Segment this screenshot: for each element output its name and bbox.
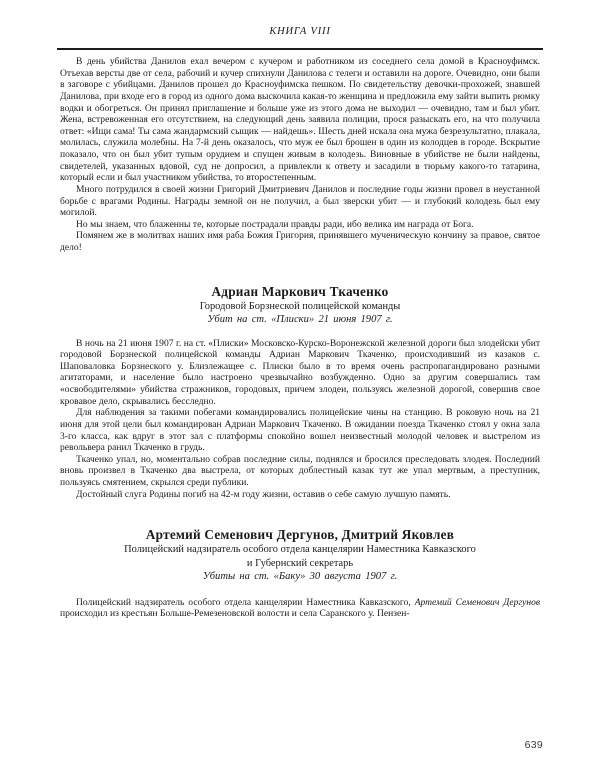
paragraph: Для наблюдения за такими побегами командировались полицейские чины на станцию. В роковую ночь на 21 июня для этой цели был командирован Адриан Маркович Ткаченко. В ожидании поезда Ткаченко стоял у окна зала 3-го класса, как вдруг в этот зал с платформы спокойно вошел неизвестный молодой человек и выстрелом из револьвера ранил Ткаченко в грудь.: [60, 407, 540, 454]
section-heading-rank-line1: Полицейский надзиратель особого отдела канцелярии Наместника Кавказского: [124, 544, 476, 556]
paragraph: В ночь на 21 июня 1907 г. на ст. «Плиски» Московско-Курско-Воронежской железной дороги был злодейски убит городовой Борзнеской полицейской команды Адриан Маркович Ткаченко, происходивший из казаков с. Шаповаловка Борзнеского у. Близлежащее с. Плиски было в то время очень распропагандировано разными агитаторами, и население было настроено чрезвычайно возбужденно. Одно за другим совершались там «освободителями» убийства стражников, городовых, причем злодеи, пользуясь железной дорогой, совершив свое кровавое дело, скрывались бесследно.: [60, 337, 540, 407]
paragraph-lead: Полицейский надзиратель особого отдела канцелярии Наместника Кавказского,: [76, 596, 415, 608]
paragraph: Достойный слуга Родины погиб на 42-м году жизни, оставив о себе самую лучшую память.: [76, 488, 451, 500]
paragraph: Ткаченко упал, но, моментально собрав последние силы, поднялся и бросился преследовать злодея. Последний вновь произвел в Ткаченко два выстрела, от которых доблестный казак тут же упал мертвым, а преступник, пользуясь смятением, скрылся среди публики.: [60, 453, 540, 489]
paragraph-tail: происходил из крестьян Больше-Ремезеновской волости и села Саранского у. Пензен-: [60, 608, 410, 620]
section-heading-rank: Городовой Борзнеской полицейской команды: [199, 300, 401, 312]
section-heading-killed: Убит на ст. «Плиски» 21 июня 1907 г.: [207, 314, 393, 326]
paragraph: [60, 597, 540, 620]
paragraph: Помянем же в молитвах наших имя раба Божия Григория, принявшего мученическую кончину за правое, святое дело!: [60, 230, 540, 253]
section-heading-killed: Убиты на ст. «Баку» 30 августа 1907 г.: [202, 571, 398, 583]
section-heading-name: Адриан Маркович Ткаченко: [211, 283, 389, 299]
heading-spacer: [60, 585, 540, 597]
heading-spacer: [60, 328, 540, 338]
section-spacer: [60, 254, 540, 284]
section-heading-rank-line2: и Губернский секретарь: [246, 557, 354, 569]
page-content: [60, 56, 540, 620]
page-number: 639: [524, 739, 543, 751]
header-rule: [57, 48, 543, 50]
emphasized-name: Артемий Семенович Дергунов: [414, 596, 541, 608]
paragraph: Но мы знаем, что блаженны те, которые пострадали правды ради, ибо велика им награда от Бога.: [76, 218, 474, 230]
paragraph: Много потрудился в своей жизни Григорий Дмитриевич Данилов и последние годы жизни провел в неустанной борьбе с врагами Родины. Награды земной он не получил, а был зверски убит — и глубокий колодезь был ему могилой.: [60, 183, 540, 219]
section-heading-name: Артемий Семенович Дергунов, Дмитрий Яковлев: [145, 527, 455, 543]
section-spacer: [60, 500, 540, 527]
running-head: КНИГА VIII: [269, 26, 331, 37]
paragraph: В день убийства Данилов ехал вечером с кучером и работником из соседнего села домой в Красноуфимск. Отъехав версты две от села, рабочий и кучер спихнули Данилова с телеги и оставили на дороге. Очевидно, они были в заговоре с убийцами. Данилов прошел до Красноуфимска пешком. По свидетельству девочки-прохожей, знавшей Данилова, при входе его в город из одного дома выскочила какая-то женщина и предложила ему зайти выпить рюмку водки и обогреться. Он принял приглашение и больше уже из этого дома не выходил — очевидно, там и был убит. Жена, встревоженная его отсутствием, на следующий день заявила полиции, прося разыскать его, на что получила ответ: «Ищи сама! Ты сама жандармский сыщик — найдешь». Шесть дней искала она мужа безрезультатно, плакала, молилась, служила молебны. На 7-й день оказалось, что муж ее был брошен в один из колодцев в городе. Вскрытие показало, что он был убит тупым орудием и спущен живым в колодезь. Виновные в убийстве не были найдены, свидетелей, указанных вдовой, суд не допросил, а привлекли к ответу и засадили в тюрьму какого-то татарина, который если и был участником убийства, то второстепенным.: [60, 56, 540, 184]
